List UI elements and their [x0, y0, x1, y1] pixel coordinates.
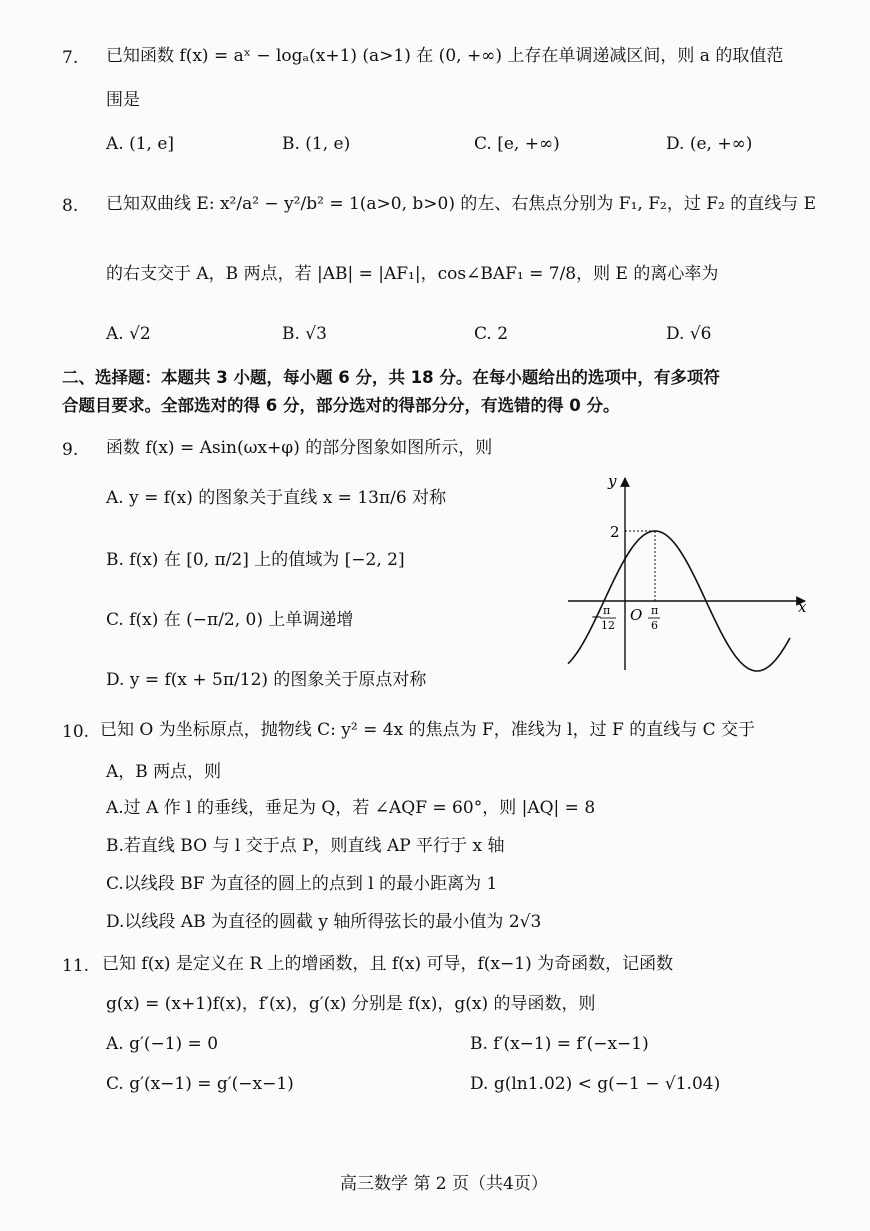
section-2-heading-line-1: 二、选择题：本题共 3 小题，每小题 6 分，共 18 分。在每小题给出的选项中，有多项符 [62, 368, 720, 387]
q7-option-d: D. (e, +∞) [666, 134, 753, 154]
tick-left-sign: − [591, 610, 602, 625]
q9-option-c: C. f(x) 在 (−π/2, 0) 上单调递增 [106, 610, 354, 630]
q7-stem-line-2: 围是 [106, 90, 140, 110]
section-2-heading-line-2: 合题目要求。全部选对的得 6 分，部分选对的得部分分，有选错的得 0 分。 [62, 396, 620, 415]
tick-right-numerator: π [651, 604, 659, 617]
axis-label-x: x [798, 598, 807, 616]
origin-label: O [630, 606, 643, 624]
question-number-7: 7. [62, 48, 79, 68]
q8-stem-line-1: 已知双曲线 E: x²/a² − y²/b² = 1(a>0, b>0) 的左、右焦点分别为 F₁, F₂，过 F₂ 的直线与 E [106, 194, 817, 214]
q7-stem-line-1: 已知函数 f(x) = aˣ − logₐ(x+1) (a>1) 在 (0, +∞) 上存在单调递减区间，则 a 的取值范 [106, 46, 784, 66]
q7-option-a: A. (1, e] [106, 134, 175, 154]
q10-option-b: B.若直线 BO 与 l 交于点 P，则直线 AP 平行于 x 轴 [106, 836, 505, 856]
q7-option-b: B. (1, e) [282, 134, 351, 154]
question-number-10: 10. [62, 722, 90, 742]
q9-sine-graph [560, 470, 820, 680]
question-number-11: 11. [62, 956, 90, 976]
q10-option-a: A.过 A 作 l 的垂线，垂足为 Q，若 ∠AQF = 60°，则 |AQ| = 8 [106, 798, 596, 818]
q10-option-c: C.以线段 BF 为直径的圆上的点到 l 的最小距离为 1 [106, 874, 498, 894]
q11-stem-line-2: g(x) = (x+1)f(x)，f′(x)，g′(x) 分别是 f(x)，g(x) 的导函数，则 [106, 994, 596, 1014]
tick-left-denominator: 12 [601, 619, 615, 632]
page-footer: 高三数学 第 2 页（共4页） [340, 1174, 548, 1194]
q9-option-d: D. y = f(x + 5π/12) 的图象关于原点对称 [106, 670, 427, 690]
q10-option-d: D.以线段 AB 为直径的圆截 y 轴所得弦长的最小值为 2√3 [106, 912, 542, 932]
q11-option-d: D. g(ln1.02) < g(−1 − √1.04) [470, 1074, 721, 1094]
q10-stem-line-1: 已知 O 为坐标原点，抛物线 C: y² = 4x 的焦点为 F，准线为 l，过 F 的直线与 C 交于 [100, 720, 756, 740]
question-number-8: 8. [62, 196, 79, 216]
q10-stem-line-2: A，B 两点，则 [106, 762, 222, 782]
q8-stem-line-2: 的右支交于 A，B 两点，若 |AB| = |AF₁|，cos∠BAF₁ = 7/8，则 E 的离心率为 [106, 264, 719, 284]
q9-stem: 函数 f(x) = Asin(ωx+φ) 的部分图象如图所示，则 [106, 438, 493, 458]
q7-option-c: C. [e, +∞) [474, 134, 560, 154]
axis-label-y: y [608, 472, 617, 490]
tick-label-2: 2 [610, 523, 620, 541]
q8-option-d: D. √6 [666, 324, 712, 344]
q11-option-c: C. g′(x−1) = g′(−x−1) [106, 1074, 294, 1094]
q8-option-b: B. √3 [282, 324, 327, 344]
q11-option-a: A. g′(−1) = 0 [106, 1034, 219, 1054]
question-number-9: 9. [62, 440, 79, 460]
q8-option-c: C. 2 [474, 324, 509, 344]
q11-stem-line-1: 已知 f(x) 是定义在 R 上的增函数，且 f(x) 可导，f(x−1) 为奇函数，记函数 [102, 954, 674, 974]
q8-option-a: A. √2 [106, 324, 151, 344]
q9-option-a: A. y = f(x) 的图象关于直线 x = 13π/6 对称 [106, 488, 447, 508]
q11-option-b: B. f′(x−1) = f′(−x−1) [470, 1034, 649, 1054]
tick-left-numerator: π [603, 604, 611, 617]
tick-right-denominator: 6 [651, 619, 658, 632]
q9-option-b: B. f(x) 在 [0, π/2] 上的值域为 [−2, 2] [106, 550, 405, 570]
